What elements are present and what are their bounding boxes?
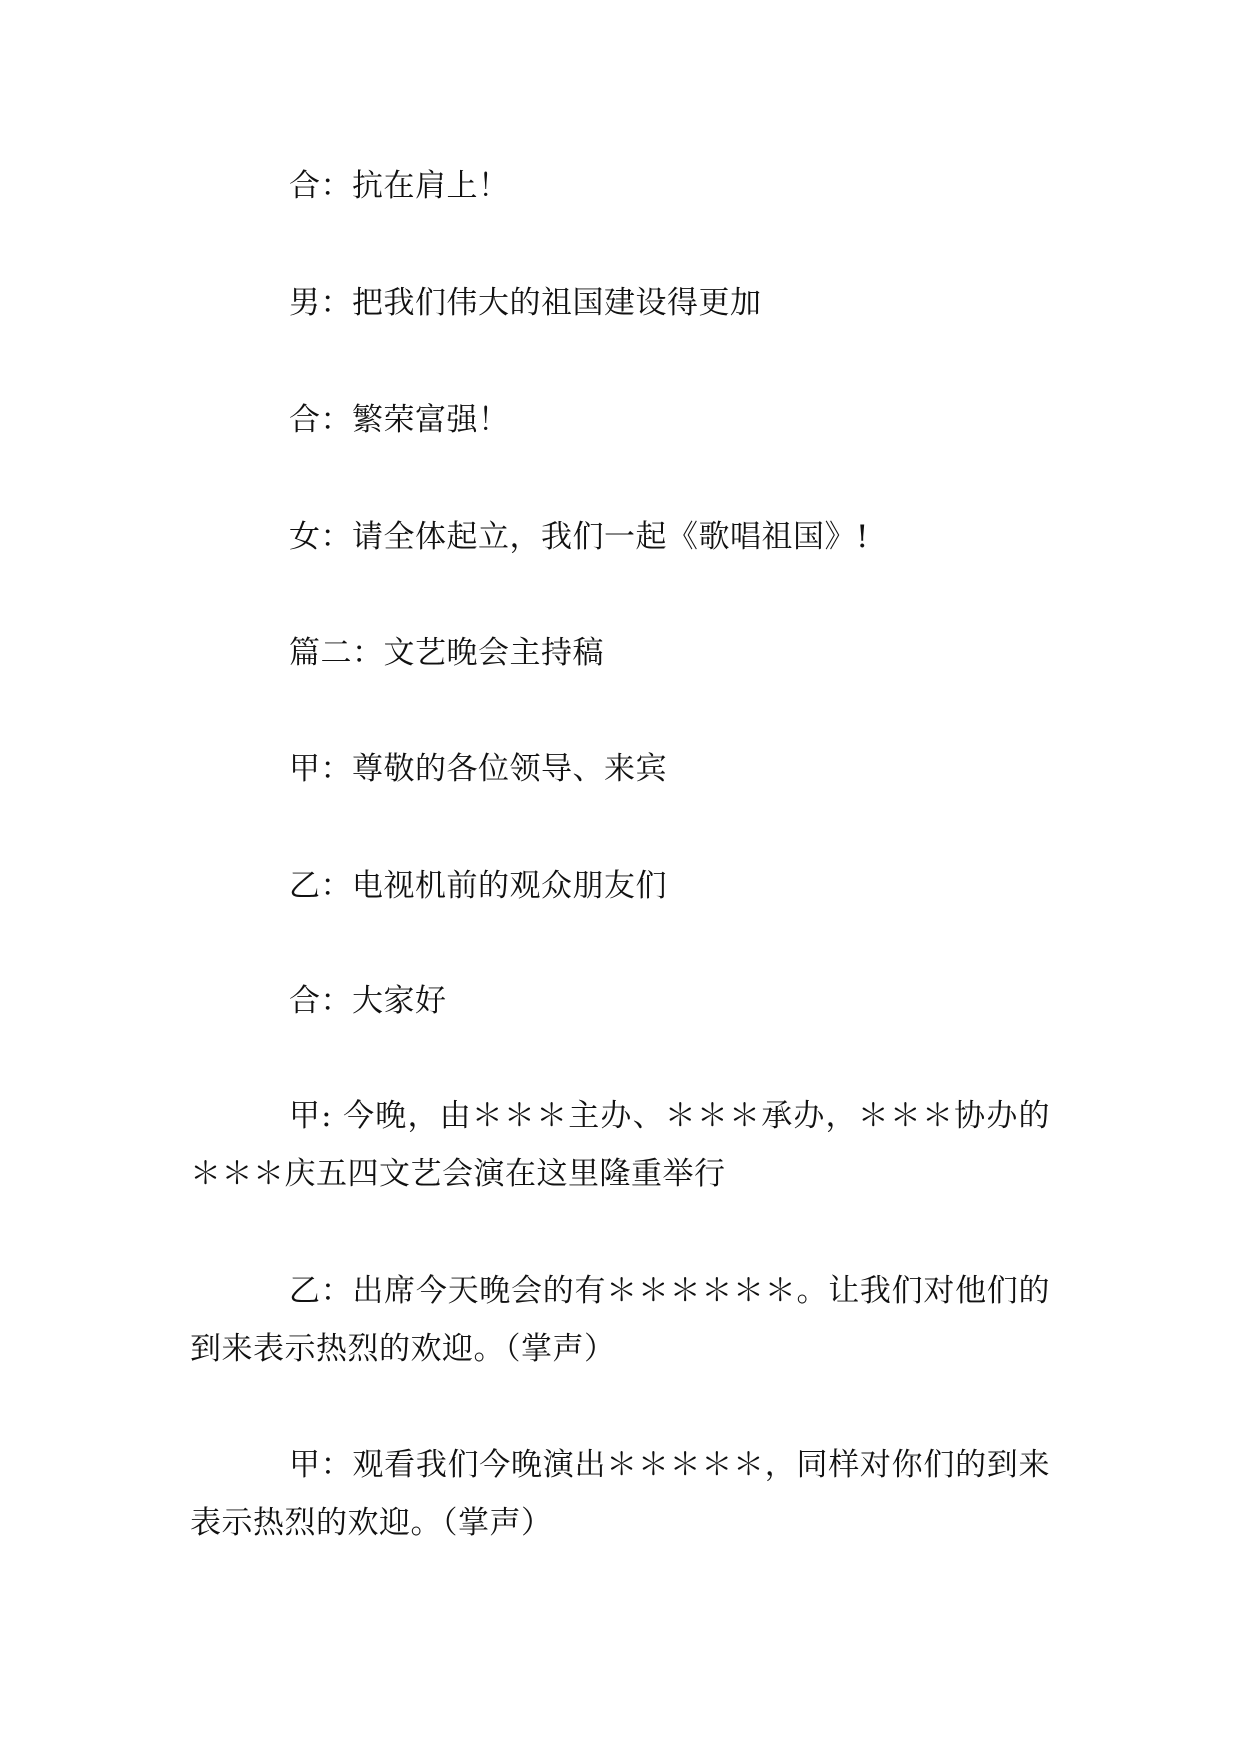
paragraph-4: 女：请全体起立，我们一起《歌唱祖国》! <box>289 519 869 555</box>
paragraph-11: 甲：观看我们今晚演出＊＊＊＊＊，同样对你们的到来表示热烈的欢迎。（掌声） <box>190 1447 1050 1541</box>
paragraph-10: 乙：出席今天晚会的有＊＊＊＊＊＊。让我们对他们的到来表示热烈的欢迎。（掌声） <box>190 1273 1050 1367</box>
paragraph-9: 甲: 今晚，由＊＊＊主办、＊＊＊承办，＊＊＊协办的＊＊＊庆五四文艺会演在这里隆重举行 <box>190 1098 1050 1192</box>
paragraph-3: 合：繁荣富强！ <box>289 402 510 438</box>
paragraph-1: 合：抗在肩上！ <box>289 168 510 204</box>
paragraph-8: 合：大家好 <box>289 983 447 1019</box>
paragraph-7: 乙：电视机前的观众朋友们 <box>289 868 667 904</box>
paragraph-2: 男：把我们伟大的祖国建设得更加 <box>289 285 762 321</box>
section-heading: 篇二：文艺晚会主持稿 <box>289 635 604 671</box>
paragraph-6: 甲：尊敬的各位领导、来宾 <box>289 751 667 787</box>
